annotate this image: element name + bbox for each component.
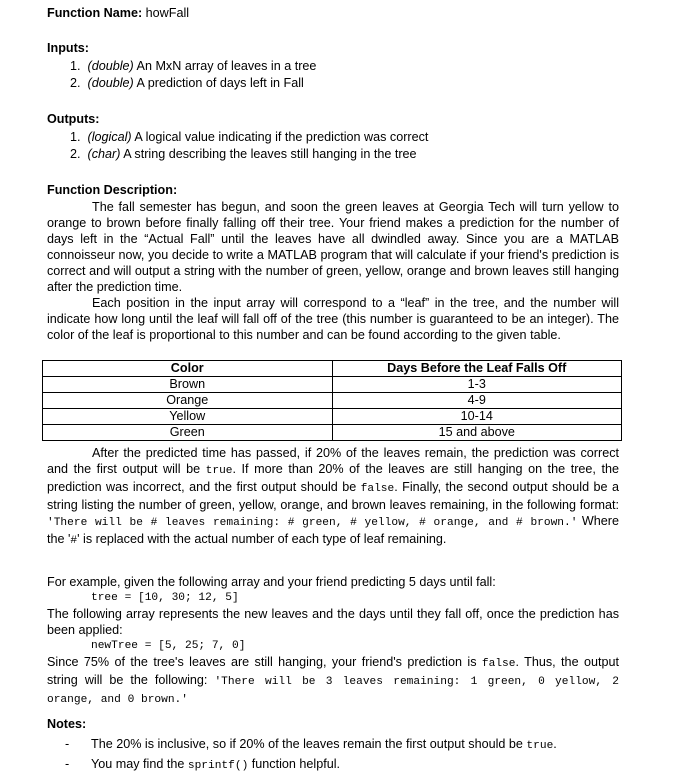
- text-run: . Finally, the second output should be a string listing the number of green, yellow, orange, and brown leaves remaining, in the following format:: [47, 480, 619, 512]
- output-item: [70, 129, 428, 145]
- text-run: .: [553, 737, 557, 751]
- table-cell: Orange: [43, 393, 333, 409]
- code-false: false: [360, 483, 395, 495]
- list-number: 1.: [70, 130, 81, 144]
- function-name-label: Function Name:: [47, 6, 143, 20]
- text-run: After the predicted time has passed, if 20% of the leaves remain, the prediction was correct and the first output will be: [47, 446, 619, 476]
- code-format-string: 'There will be # leaves remaining: # green, # yellow, # orange, and # brown.': [47, 517, 578, 529]
- input-item: [70, 58, 316, 74]
- table-cell: 4-9: [332, 393, 622, 409]
- table-row: [43, 393, 622, 409]
- table-cell: 10-14: [332, 409, 622, 425]
- list-number: 1.: [70, 59, 81, 73]
- description-paragraph-3: [47, 445, 619, 549]
- code-output-string: 'There will be 3 leaves remaining: 1 green, 0 yellow, 2 orange, and 0 brown.': [47, 676, 620, 706]
- code-false: false: [481, 658, 516, 670]
- text-run: You may find the: [91, 757, 188, 771]
- table-cell: 15 and above: [332, 425, 622, 441]
- inputs-heading: Inputs:: [47, 41, 89, 55]
- code-true: true: [526, 740, 554, 752]
- table-row: [43, 425, 622, 441]
- newtree-code: newTree = [5, 25; 7, 0]: [91, 640, 246, 652]
- table-cell: Yellow: [43, 409, 333, 425]
- code-sprintf: sprintf(): [187, 760, 249, 772]
- input-type: (double): [87, 59, 134, 73]
- text-run: ' is replaced with the actual number of each type of leaf remaining.: [77, 532, 447, 546]
- code-true: true: [205, 465, 233, 477]
- table-cell: 1-3: [332, 377, 622, 393]
- leaf-color-table: [42, 360, 622, 441]
- table-header-color: Color: [43, 361, 333, 377]
- table-row: [43, 377, 622, 393]
- description-heading: Function Description:: [47, 183, 178, 197]
- tree-code: tree = [10, 30; 12, 5]: [91, 592, 239, 604]
- example-conclusion: [47, 654, 619, 708]
- example-middle-text: The following array represents the new leaves and the days until they fall off, once the prediction has been applied:: [47, 607, 619, 637]
- text-run: function helpful.: [248, 757, 341, 771]
- list-number: 2.: [70, 76, 81, 90]
- dash-bullet: -: [65, 757, 70, 771]
- output-text: A logical value indicating if the prediction was correct: [131, 130, 429, 144]
- text-run: . Thus, the output string will be the following:: [47, 655, 619, 687]
- table-cell: Brown: [43, 377, 333, 393]
- output-type: (char): [87, 147, 121, 161]
- table-header-days: Days Before the Leaf Falls Off: [332, 361, 622, 377]
- text-run: Since 75% of the tree's leaves are still hanging, your friend's prediction is: [47, 655, 482, 669]
- text-run: . If more than 20% of the leaves are still hanging on the tree, the prediction was incorrect, and the first output should be: [47, 462, 619, 494]
- input-text: A prediction of days left in Fall: [133, 76, 304, 90]
- description-paragraph-1: The fall semester has begun, and soon the green leaves at Georgia Tech will turn yellow to orange to brown before finally falling off their tree. Your friend makes a prediction for the number of days left in the “Actual Fall” until the leaves have all dwindled away. Since you are a MATLAB connoisseur now, you decide to write a MATLAB program that will calculate if your friend's prediction is correct and will output a string with the number of green, yellow, orange and brown leaves still hanging after the prediction time.: [47, 200, 619, 294]
- note-item: [65, 736, 557, 754]
- code-hash: #: [70, 535, 78, 547]
- table-row: [43, 409, 622, 425]
- list-number: 2.: [70, 147, 81, 161]
- text-run: The 20% is inclusive, so if 20% of the leaves remain the first output should be: [91, 737, 527, 751]
- example-intro: For example, given the following array and your friend predicting 5 days until fall:: [47, 575, 496, 589]
- output-item: [70, 146, 417, 162]
- note-item: [65, 756, 340, 774]
- outputs-heading: Outputs:: [47, 112, 100, 126]
- text-run: Where the ': [47, 514, 619, 546]
- output-text: A string describing the leaves still hanging in the tree: [120, 147, 417, 161]
- input-item: [70, 75, 304, 91]
- function-name-line: [47, 5, 189, 21]
- description-paragraph-2: Each position in the input array will correspond to a “leaf” in the tree, and the number will indicate how long until the leaf will fall off of the tree (this number is guaranteed to be an integer). The color of the leaf is proportional to this number and can be found according to the given table.: [47, 296, 619, 342]
- notes-heading: Notes:: [47, 717, 87, 731]
- table-cell: Green: [43, 425, 333, 441]
- output-type: (logical): [87, 130, 132, 144]
- function-name-value: howFall: [142, 6, 190, 20]
- input-type: (double): [87, 76, 134, 90]
- table-header-row: [43, 361, 622, 377]
- input-text: An MxN array of leaves in a tree: [133, 59, 317, 73]
- dash-bullet: -: [65, 737, 70, 751]
